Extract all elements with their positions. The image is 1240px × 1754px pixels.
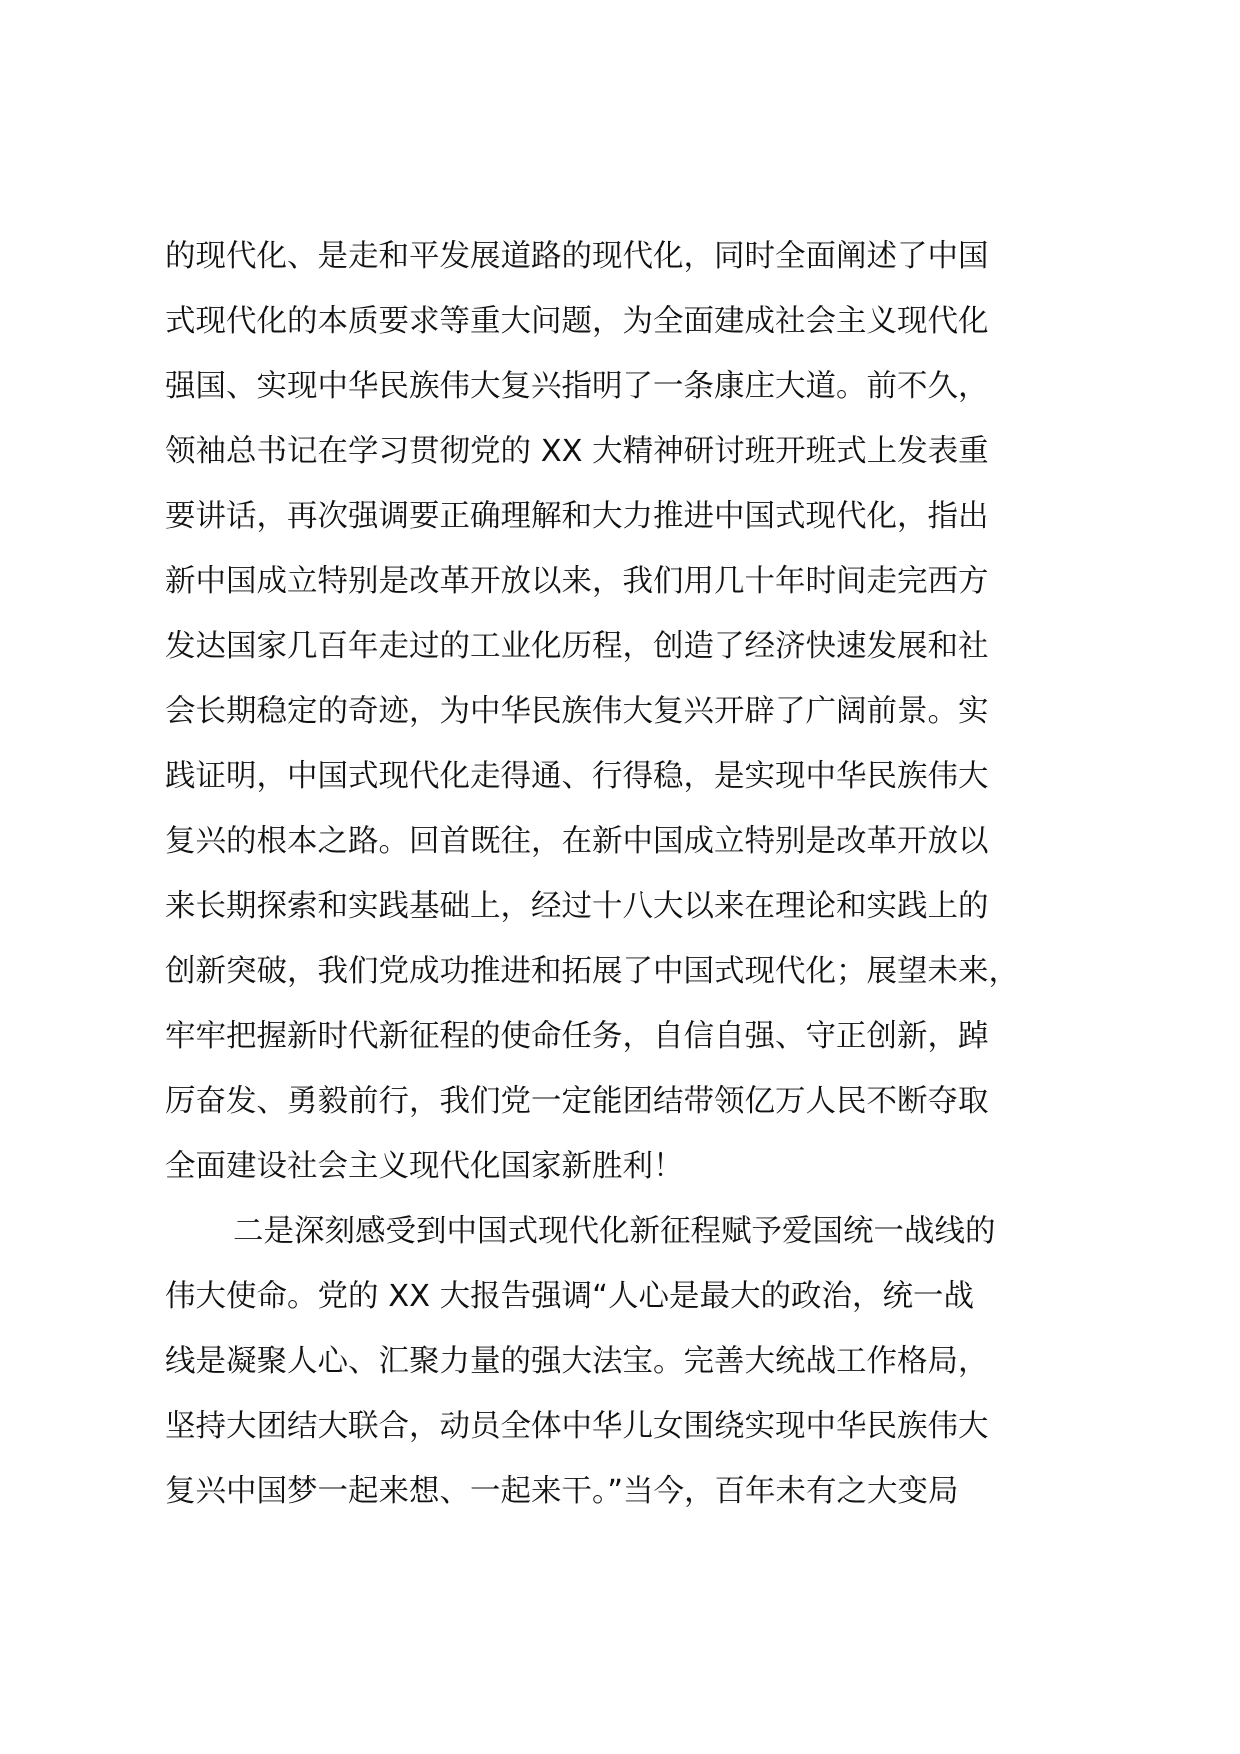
text-line: 创新突破，我们党成功推进和拓展了中国式现代化；展望未来， — [165, 954, 1019, 989]
text-line: 强国、实现中华民族伟大复兴指明了一条康庄大道。前不久， — [165, 369, 989, 404]
text-line: 线是凝聚人心、汇聚力量的强大法宝。完善大统战工作格局， — [165, 1344, 989, 1379]
text-line: 牢牢把握新时代新征程的使命任务，自信自强、守正创新，踔 — [165, 1019, 989, 1054]
text-line: 会长期稳定的奇迹，为中华民族伟大复兴开辟了广阔前景。实 — [165, 694, 989, 729]
text-line: 来长期探索和实践基础上，经过十八大以来在理论和实践上的 — [165, 889, 989, 924]
text-line: 的现代化、是走和平发展道路的现代化，同时全面阐述了中国 — [165, 239, 989, 274]
document-body — [165, 237, 1090, 1537]
text-line: 厉奋发、勇毅前行，我们党一定能团结带领亿万人民不断夺取 — [165, 1084, 989, 1119]
paragraph-start-line: 二是深刻感受到中国式现代化新征程赋予爱国统一战线的 — [233, 1214, 996, 1249]
text-line: 式现代化的本质要求等重大问题，为全面建成社会主义现代化 — [165, 304, 989, 339]
text-line: 发达国家几百年走过的工业化历程，创造了经济快速发展和社 — [165, 629, 989, 664]
text-line: 领袖总书记在学习贯彻党的 XX 大精神研讨班开班式上发表重 — [165, 434, 989, 469]
text-line: 复兴中国梦一起来想、一起来干。”当今，百年未有之大变局 — [165, 1474, 959, 1509]
text-line: 坚持大团结大联合，动员全体中华儿女围绕实现中华民族伟大 — [165, 1409, 989, 1444]
text-line: 复兴的根本之路。回首既往，在新中国成立特别是改革开放以 — [165, 824, 989, 859]
text-line: 新中国成立特别是改革开放以来，我们用几十年时间走完西方 — [165, 564, 989, 599]
text-line: 践证明，中国式现代化走得通、行得稳，是实现中华民族伟大 — [165, 759, 989, 794]
text-line: 伟大使命。党的 XX 大报告强调“人心是最大的政治，统一战 — [165, 1279, 974, 1314]
text-line: 全面建设社会主义现代化国家新胜利！ — [165, 1149, 684, 1184]
text-line: 要讲话，再次强调要正确理解和大力推进中国式现代化，指出 — [165, 499, 989, 534]
